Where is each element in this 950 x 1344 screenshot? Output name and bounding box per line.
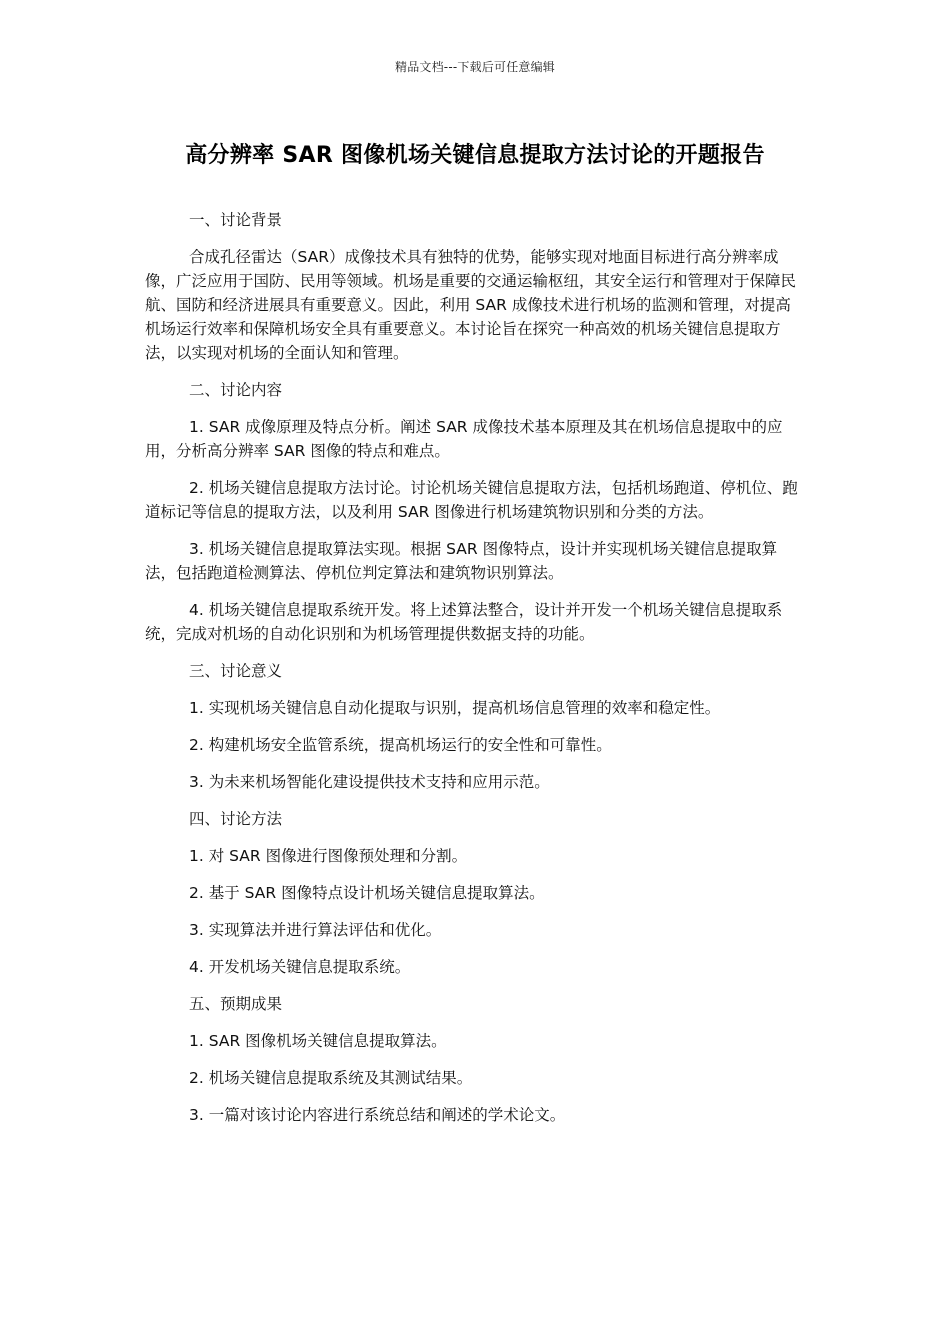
list-item: 3. 一篇对该讨论内容进行系统总结和阐述的学术论文。 <box>189 1106 566 1124</box>
section-background <box>145 208 805 365</box>
paragraph: 4. 机场关键信息提取系统开发。将上述算法整合，设计并开发一个机场关键信息提取系统，完成对机场的自动化识别和为机场管理提供数据支持的功能。 <box>145 601 783 643</box>
section-heading: 二、讨论内容 <box>189 381 283 399</box>
section-content <box>145 378 805 646</box>
header-note: 精品文档---下载后可任意编辑 <box>395 60 555 74</box>
section-heading: 三、讨论意义 <box>189 662 283 680</box>
paragraph: 1. SAR 成像原理及特点分析。阐述 SAR 成像技术基本原理及其在机场信息提取中的应用，分析高分辨率 SAR 图像的特点和难点。 <box>145 418 783 460</box>
paragraph: 3. 机场关键信息提取算法实现。根据 SAR 图像特点，设计并实现机场关键信息提取算法，包括跑道检测算法、停机位判定算法和建筑物识别算法。 <box>145 540 778 582</box>
list-item: 2. 基于 SAR 图像特点设计机场关键信息提取算法。 <box>189 884 545 902</box>
document-title: 高分辨率 SAR 图像机场关键信息提取方法讨论的开题报告 <box>185 143 765 168</box>
list-item: 1. 对 SAR 图像进行图像预处理和分割。 <box>189 847 468 865</box>
list-item: 1. SAR 图像机场关键信息提取算法。 <box>189 1032 447 1050</box>
list-item: 1. 实现机场关键信息自动化提取与识别，提高机场信息管理的效率和稳定性。 <box>189 699 721 717</box>
section-methods <box>145 807 805 979</box>
document-body <box>145 208 805 1140</box>
section-heading: 五、预期成果 <box>189 995 283 1013</box>
list-item: 2. 构建机场安全监管系统，提高机场运行的安全性和可靠性。 <box>189 736 612 754</box>
section-heading: 一、讨论背景 <box>189 211 283 229</box>
list-item: 3. 实现算法并进行算法评估和优化。 <box>189 921 442 939</box>
list-item: 4. 开发机场关键信息提取系统。 <box>189 958 411 976</box>
section-significance <box>145 659 805 794</box>
list-item: 3. 为未来机场智能化建设提供技术支持和应用示范。 <box>189 773 550 791</box>
paragraph: 2. 机场关键信息提取方法讨论。讨论机场关键信息提取方法，包括机场跑道、停机位、跑道标记等信息的提取方法，以及利用 SAR 图像进行机场建筑物识别和分类的方法。 <box>145 479 798 521</box>
list-item: 2. 机场关键信息提取系统及其测试结果。 <box>189 1069 473 1087</box>
paragraph: 合成孔径雷达（SAR）成像技术具有独特的优势，能够实现对地面目标进行高分辨率成像，广泛应用于国防、民用等领域。机场是重要的交通运输枢纽，其安全运行和管理对于保障民航、国防和经济进展具有重要意义。因此，利用 SAR 成像技术进行机场的监测和管理，对提高机场运行效率和保障机场安全具有重要意义。本讨论旨在探究一种高效的机场关键信息提取方法，以实现对机场的全面认知和管理。 <box>145 248 797 362</box>
section-heading: 四、讨论方法 <box>189 810 283 828</box>
section-expected-results <box>145 992 805 1127</box>
